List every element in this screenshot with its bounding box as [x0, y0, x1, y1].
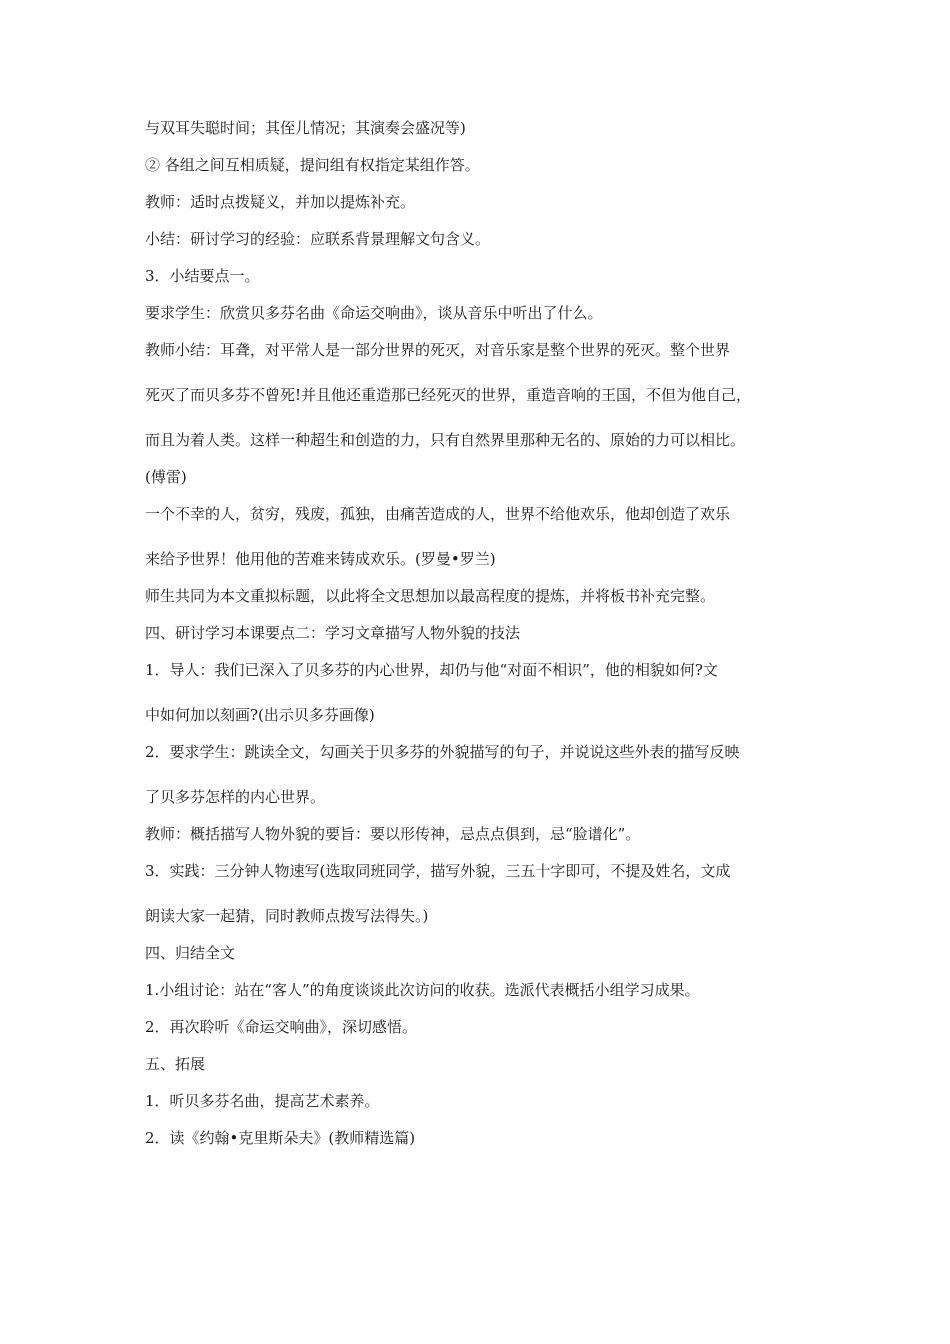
text-line: 2．再次聆听《命运交响曲》，深切感悟。	[145, 1018, 418, 1036]
text-line: 教师：概括描写人物外貌的要旨：要以形传神，忌点点俱到，忌“脸谱化”。	[145, 825, 641, 843]
text-line: 2．读《约翰•克里斯朵夫》(教师精选篇)	[145, 1129, 416, 1147]
text-line: 3．小结要点一。	[145, 267, 260, 285]
text-line: 朗读大家一起猜，同时教师点拨写法得失。)	[145, 907, 429, 925]
text-line: 而且为着人类。这样一种超生和创造的力，只有自然界里那种无名的、原始的力可以相比。	[145, 431, 746, 449]
text-line: 3．实践：三分钟人物速写(选取同班同学，描写外貌，三五十字即可，不提及姓名，文成	[145, 862, 731, 880]
text-line: 2．要求学生：跳读全文，勾画关于贝多芬的外貌描写的句子，并说说这些外表的描写反映	[145, 743, 740, 761]
text-line: 一个不幸的人，贫穷，残废，孤独，由痛苦造成的人，世界不给他欢乐，他却创造了欢乐	[145, 505, 731, 523]
text-line: 来给予世界！他用他的苦难来铸成欢乐。(罗曼•罗兰)	[145, 550, 496, 568]
text-line: ② 各组之间互相质疑，提问组有权指定某组作答。	[145, 156, 480, 174]
text-line: 1．导人：我们已深入了贝多芬的内心世界，却仍与他“对面不相识”，他的相貌如何?文	[145, 661, 718, 679]
text-line: 中如何加以刻画?(出示贝多芬画像)	[145, 706, 375, 724]
section-heading: 四、研讨学习本课要点二：学习文章描写人物外貌的技法	[145, 624, 521, 642]
text-line: 死灭了而贝多芬不曾死!并且他还重造那已经死灭的世界，重造音响的王国，不但为他自己，	[145, 386, 752, 404]
text-line: 与双耳失聪时间；其侄儿情况；其演奏会盛况等)	[145, 119, 466, 137]
text-line: 1.小组讨论：站在“客人”的角度谈谈此次访问的收获。选派代表概括小组学习成果。	[145, 981, 700, 999]
text-line: 要求学生：欣赏贝多芬名曲《命运交响曲》，谈从音乐中听出了什么。	[145, 304, 603, 322]
text-line: 教师：适时点拨疑义，并加以提炼补充。	[145, 193, 416, 211]
text-line: (傅雷)	[145, 468, 187, 486]
text-line: 教师小结：耳聋，对平常人是一部分世界的死灭，对音乐家是整个世界的死灭。整个世界	[145, 341, 731, 359]
text-line: 1．听贝多芬名曲，提高艺术素养。	[145, 1092, 380, 1110]
text-line: 小结：研讨学习的经验：应联系背景理解文句含义。	[145, 230, 491, 248]
text-line: 师生共同为本文重拟标题，以此将全文思想加以最高程度的提炼，并将板书补充完整。	[145, 587, 716, 605]
text-line: 了贝多芬怎样的内心世界。	[145, 788, 326, 806]
section-heading: 四、归结全文	[145, 944, 236, 962]
section-heading: 五、拓展	[145, 1055, 206, 1073]
document-body	[145, 118, 825, 1148]
